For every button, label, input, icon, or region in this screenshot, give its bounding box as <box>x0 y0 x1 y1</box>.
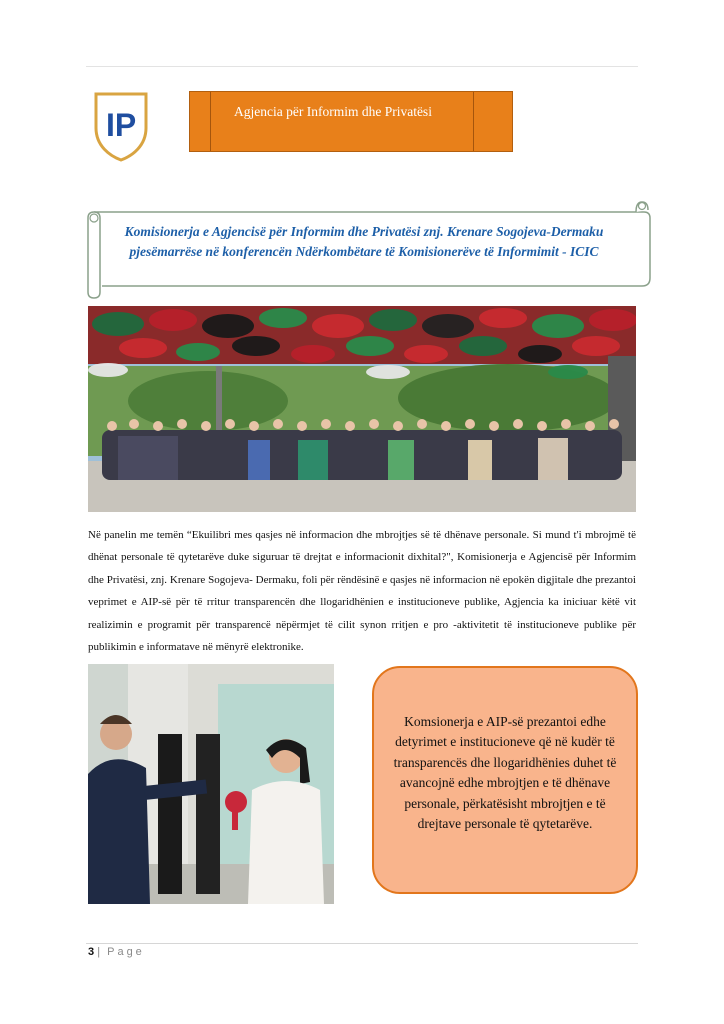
page-footer <box>88 946 145 958</box>
svg-text:IP: IP <box>106 107 137 143</box>
agency-logo <box>92 90 150 162</box>
footer-rule <box>86 943 638 944</box>
article-paragraph: Në panelin me temën “Ekuilibri mes qasjes në informacion dhe mbrojtjes së të dhënave personale. Si mund t'i mbrojmë të dhënat personale të qytetarëve duke siguruar të drejtat e informacionit dixhital?", Komisionerja e Agjencisë për Informim dhe Privatësi, znj. Krenare Sogojeva- Dermaku, foli për rëndësinë e qasjes në informacion në epokën digjitale dhe prezantoi veprimet e AIP-së për të rritur transparencën dhe llogaridhënien e institucioneve publike, Agjencia ka iniciuar këtë vit realizimin e programit për transparencë nëpërmjet të cilit synon rritjen e pro -aktivitetit të institucioneve publike për publikimin e informatave në mënyrë elektronike. <box>88 529 636 654</box>
callout-text: Komsionerja e AIP-së prezantoi edhe detyrimet e institucioneve që në kudër të transparencës dhe llogaridhënies duhet të avancojnë edhe mbrojtjen e të dhënave personale, përkatësisht mbrojtjen e të drejtave personale të qytetarëve. <box>393 714 617 832</box>
header-box-left-divider <box>210 92 211 151</box>
conference-group-photo <box>88 306 636 512</box>
article-headline: Komisionerja e Agjencisë për Informim dhe Privatësi znj. Krenare Sogojeva-Dermaku pjesëmarrëse në konferencën Ndërkombëtare të Komisionerëve të Informimit - ICIC <box>124 224 604 259</box>
page-separator: | <box>97 946 101 958</box>
page-label: Page <box>107 946 145 958</box>
agency-title-box <box>189 91 513 152</box>
interview-photo <box>88 664 334 904</box>
callout-box <box>372 666 638 894</box>
header-rule <box>86 66 638 67</box>
header-box-right-divider <box>473 92 474 151</box>
agency-title: Agjencia për Informim dhe Privatësi <box>234 104 432 119</box>
page-number: 3 <box>88 946 95 958</box>
